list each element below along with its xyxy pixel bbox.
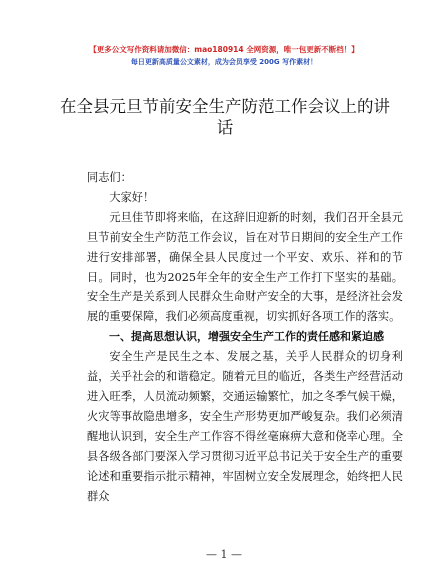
document-body xyxy=(87,168,403,506)
section-heading: 一、提高思想认识，增强安全生产工作的责任感和紧迫感 xyxy=(109,330,384,344)
paragraph-intro: 元旦佳节即将来临，在这辞旧迎新的时刻，我们召开全县元旦节前安全生产防范工作会议，旨在对节日期间的安全生产工作进行安排部署，确保全县人民度过一个平安、欢乐、祥和的节日。同时，也为2025年全年的安全生产工作打下坚实的基础。安全生产是关系到人民群众生命财产安全的大事，是经济社会发展的重要保障，我们必须高度重视，切实抓好各项工作的落实。 xyxy=(87,210,403,324)
greeting: 大家好！ xyxy=(109,190,155,204)
promo-banner-line: 【更多公文写作资料请加微信：mao180914 全网资源，唯一包更新不断档！】 xyxy=(89,45,359,54)
paragraph-section-one: 安全生产是民生之本、发展之基，关乎人民群众的切身利益，关乎社会的和谐稳定。随着元旦的临近，各类生产经营活动进入旺季，人员流动频繁，交通运输繁忙，加之冬季气候干燥，火灾等事故隐患增多，安全生产形势更加严峻复杂。我们必须清醒地认识到，安全生产工作容不得丝毫麻痹大意和侥幸心理。全县各级各部门要深入学习贯彻习近平总书记关于安全生产的重要论述和重要指示批示精神，牢固树立安全发展理念，始终把人民群众 xyxy=(87,350,403,503)
salutation: 同志们： xyxy=(87,171,132,184)
page-number: — 1 — xyxy=(206,548,242,561)
document-title: 在全县元旦节前安全生产防范工作会议上的讲话 xyxy=(60,97,390,137)
promo-subtitle-line: 每日更新高质量公文素材，成为会员享受 200G 写作素材！ xyxy=(130,58,318,66)
